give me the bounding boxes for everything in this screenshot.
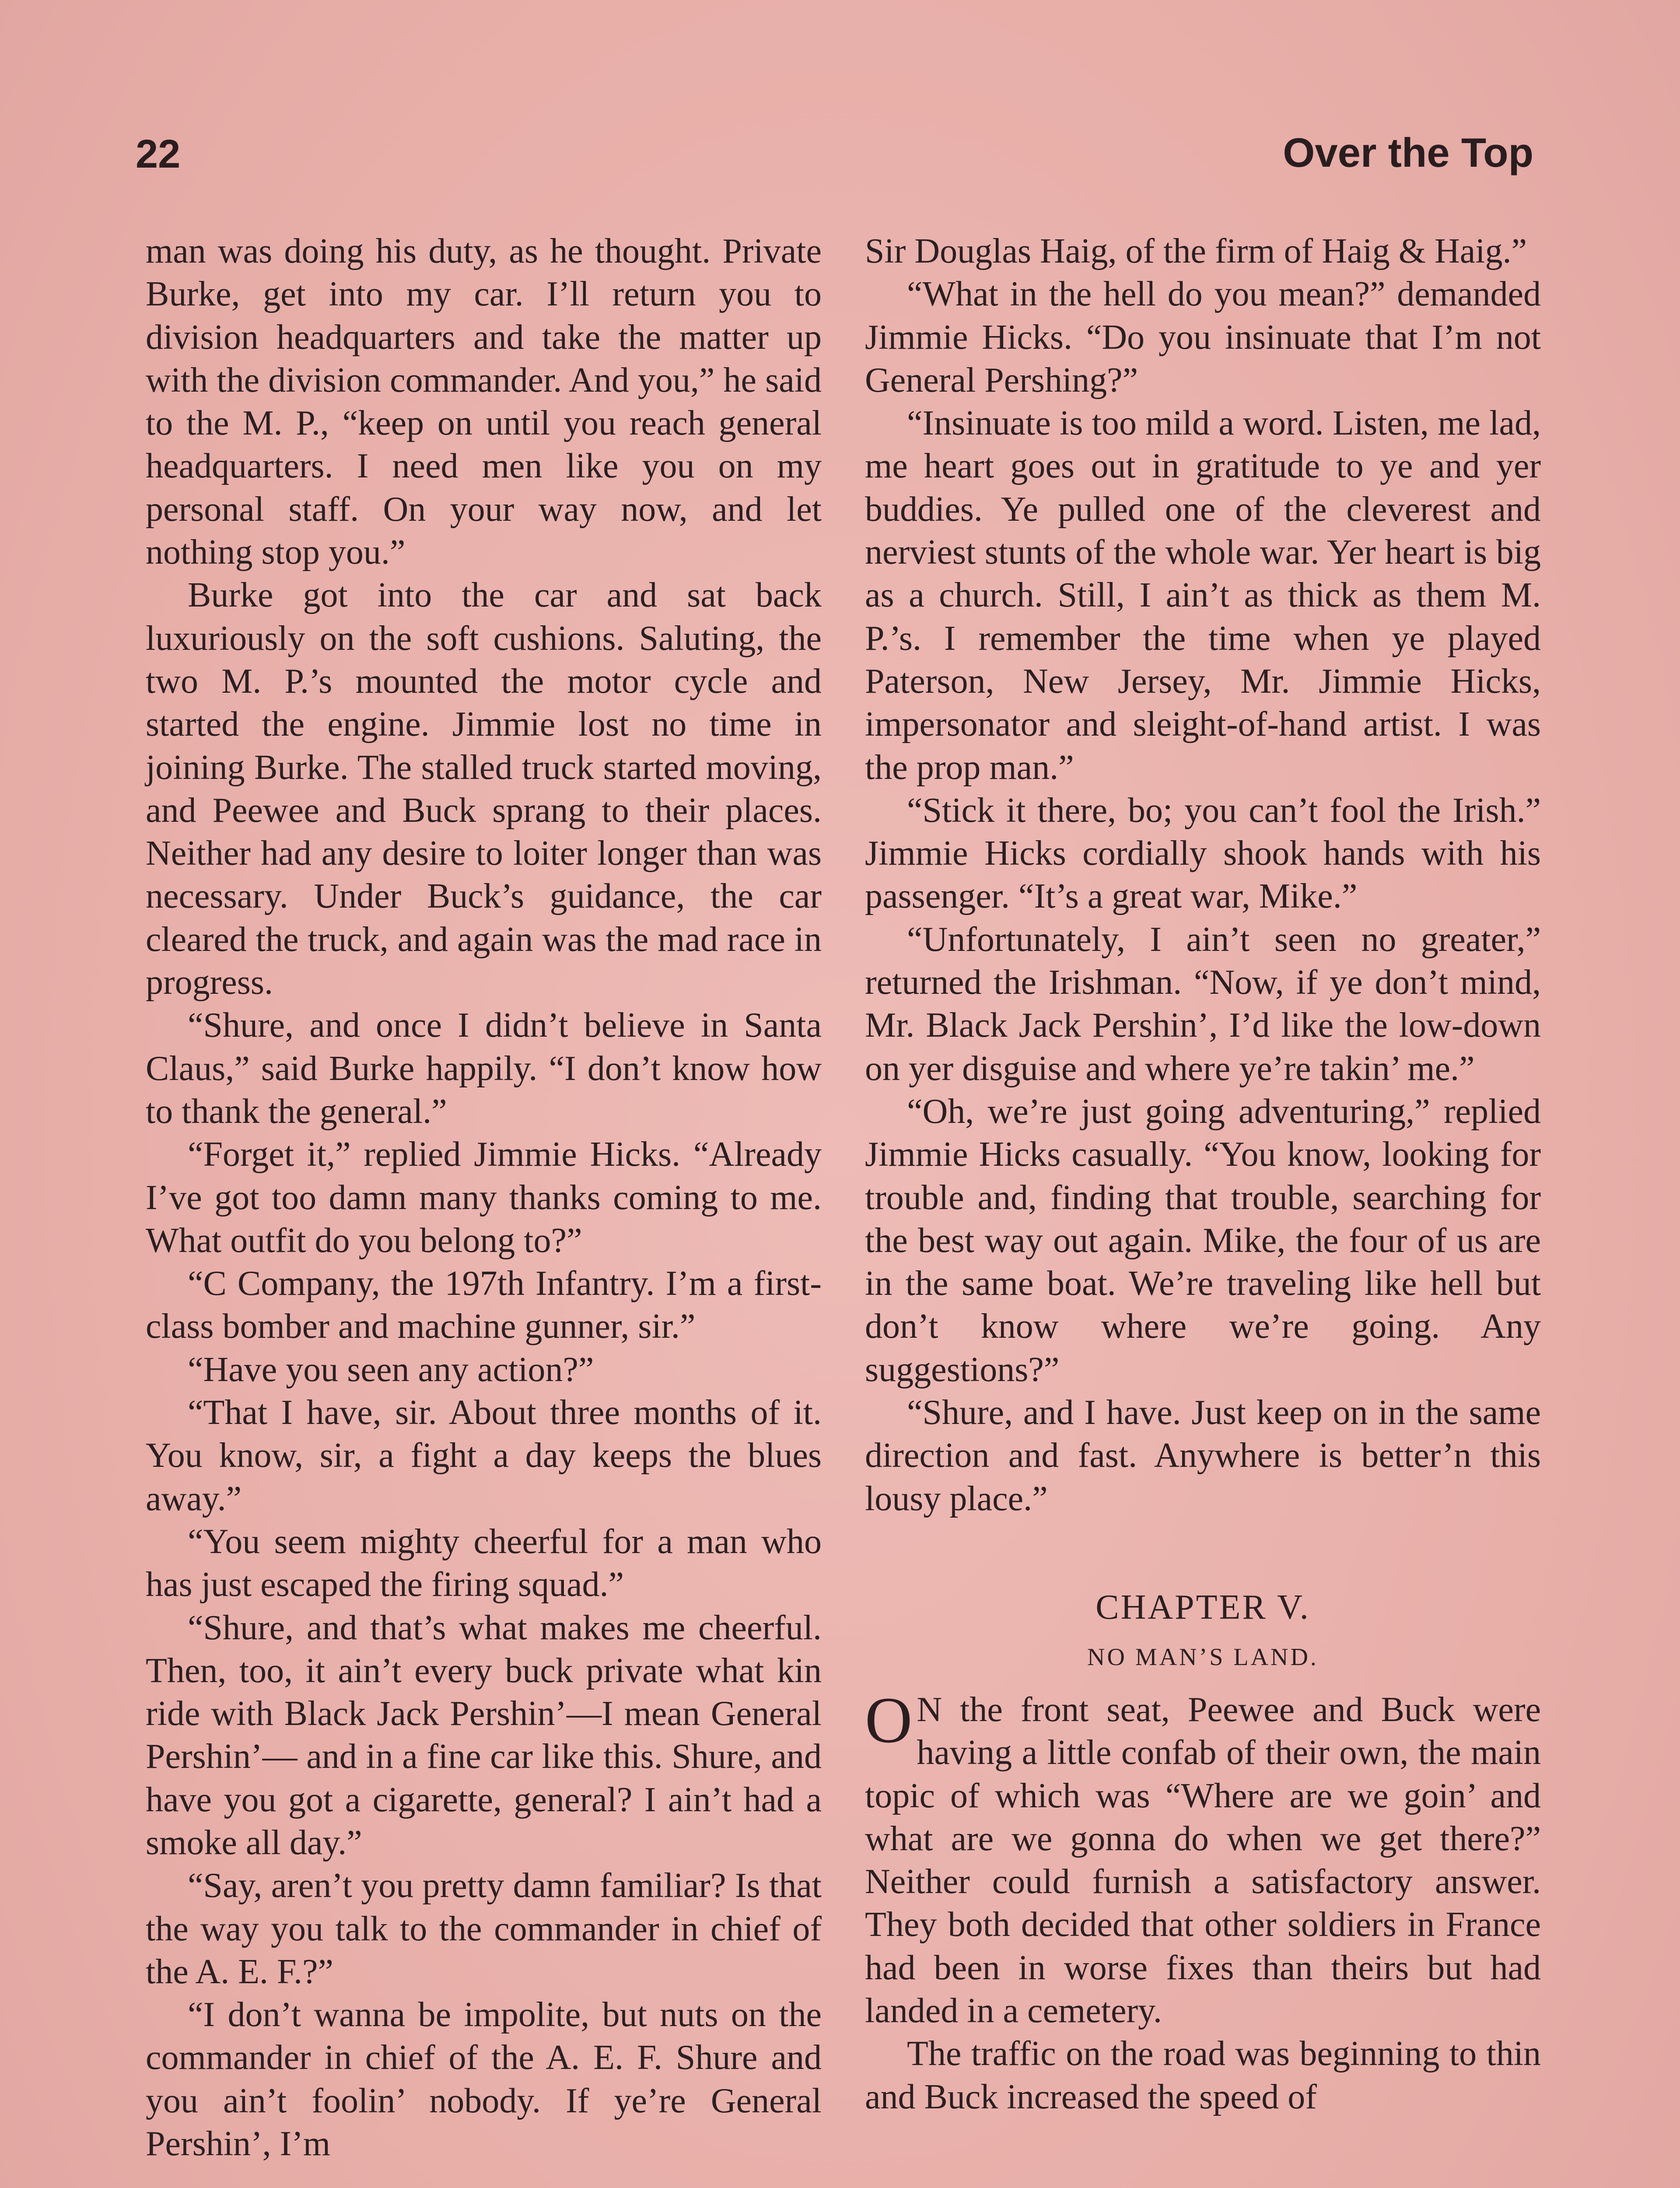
paragraph: “Say, aren’t you pretty damn familiar? Is that the way you talk to the commander in chief of the A. E. F.?”: [146, 1866, 822, 1991]
chapter-opening-text: N the front seat, Peewee and Buck were having a little confab of their own, the main topic of which was “Where are we goin’ and what are we gonna do when we get there?” Neither could furnish a satisfactory answer. They both decided that other soldiers in France had been in worse fixes than theirs but had landed in a cemetery.: [865, 1690, 1541, 2030]
paragraph: “Shure, and that’s what makes me cheerful. Then, too, it ain’t every buck private what kin ride with Black Jack Pershin’—I mean General Pershin’— and in a fine car like this. Shure, and have you got a cigarette, general? I ain’t had a smoke all day.”: [146, 1608, 822, 1862]
paragraph: “Shure, and I have. Just keep on in the same direction and fast. Anywhere is better’n this lousy place.”: [865, 1393, 1541, 1518]
chapter-opening-paragraph: [865, 1683, 1541, 2032]
paragraph: “C Company, the 197th Infantry. I’m a first-class bomber and machine gunner, sir.”: [146, 1264, 822, 1346]
paragraph: “Unfortunately, I ain’t seen no greater,” returned the Irishman. “Now, if ye don’t mind, Mr. Black Jack Pershin’, I’d like the low-down on yer disguise and where ye’re takin’ me.”: [865, 920, 1541, 1088]
paragraph: “Stick it there, bo; you can’t fool the Irish.” Jimmie Hicks cordially shook hands with his passenger. “It’s a great war, Mike.”: [865, 791, 1541, 916]
chapter-heading: CHAPTER V.: [1096, 1588, 1310, 1627]
paragraph: “Oh, we’re just going adventuring,” replied Jimmie Hicks casually. “You know, looking for trouble and, finding that trouble, searching for the best way out again. Mike, the four of us are in the same boat. We’re traveling like hell but don’t know where we’re going. Any suggestions?”: [865, 1092, 1541, 1389]
page-number: 22: [136, 132, 181, 176]
paragraph: “Shure, and once I didn’t believe in Santa Claus,” said Burke happily. “I don’t know how to thank the general.”: [146, 1006, 822, 1131]
paragraph: “You seem mighty cheerful for a man who has just escaped the firing squad.”: [146, 1522, 822, 1604]
chapter-subtitle: NO MAN’S LAND.: [1087, 1643, 1319, 1671]
drop-cap: O: [865, 1683, 913, 1757]
paragraph: man was doing his duty, as he thought. Private Burke, get into my car. I’ll return you to division headquarters and take the matter up with the division commander. And you,” he said to the M. P., “keep on until you reach general headquarters. I need men like you on my personal staff. On your way now, and let nothing stop you.”: [146, 232, 822, 572]
paragraph: “That I have, sir. About three months of it. You know, sir, a fight a day keeps the blues away.”: [146, 1393, 822, 1518]
paragraph: “Forget it,” replied Jimmie Hicks. “Already I’ve got too damn many thanks coming to me. What outfit do you belong to?”: [146, 1135, 822, 1260]
paragraph: “I don’t wanna be impolite, but nuts on the commander in chief of the A. E. F. Shure and you ain’t foolin’ nobody. If ye’re General Pershin’, I’m: [146, 1995, 822, 2163]
right-column: [865, 230, 1541, 2118]
paragraph: “Have you seen any action?”: [188, 1350, 594, 1389]
paragraph: Burke got into the car and sat back luxuriously on the soft cushions. Saluting, the two M. P.’s mounted the motor cycle and started the engine. Jimmie lost no time in joining Burke. The stalled truck started moving, and Peewee and Buck sprang to their places. Neither had any desire to loiter longer than was necessary. Under Buck’s guidance, the car cleared the truck, and again was the mad race in progress.: [146, 576, 822, 1002]
running-title: Over the Top: [1283, 130, 1533, 175]
left-column: [146, 230, 822, 2165]
paragraph: “Insinuate is too mild a word. Listen, me lad, me heart goes out in gratitude to ye and yer buddies. Ye pulled one of the cleverest and nerviest stunts of the whole war. Yer heart is big as a church. Still, I ain’t as thick as them M. P.’s. I remember the time when ye played Paterson, New Jersey, Mr. Jimmie Hicks, impersonator and sleight-of-hand artist. I was the prop man.”: [865, 404, 1541, 787]
paragraph: The traffic on the road was beginning to thin and Buck increased the speed of: [865, 2034, 1541, 2116]
paragraph: Sir Douglas Haig, of the firm of Haig & Haig.”: [865, 232, 1527, 270]
paragraph: “What in the hell do you mean?” demanded Jimmie Hicks. “Do you insinuate that I’m not General Pershing?”: [865, 275, 1541, 400]
